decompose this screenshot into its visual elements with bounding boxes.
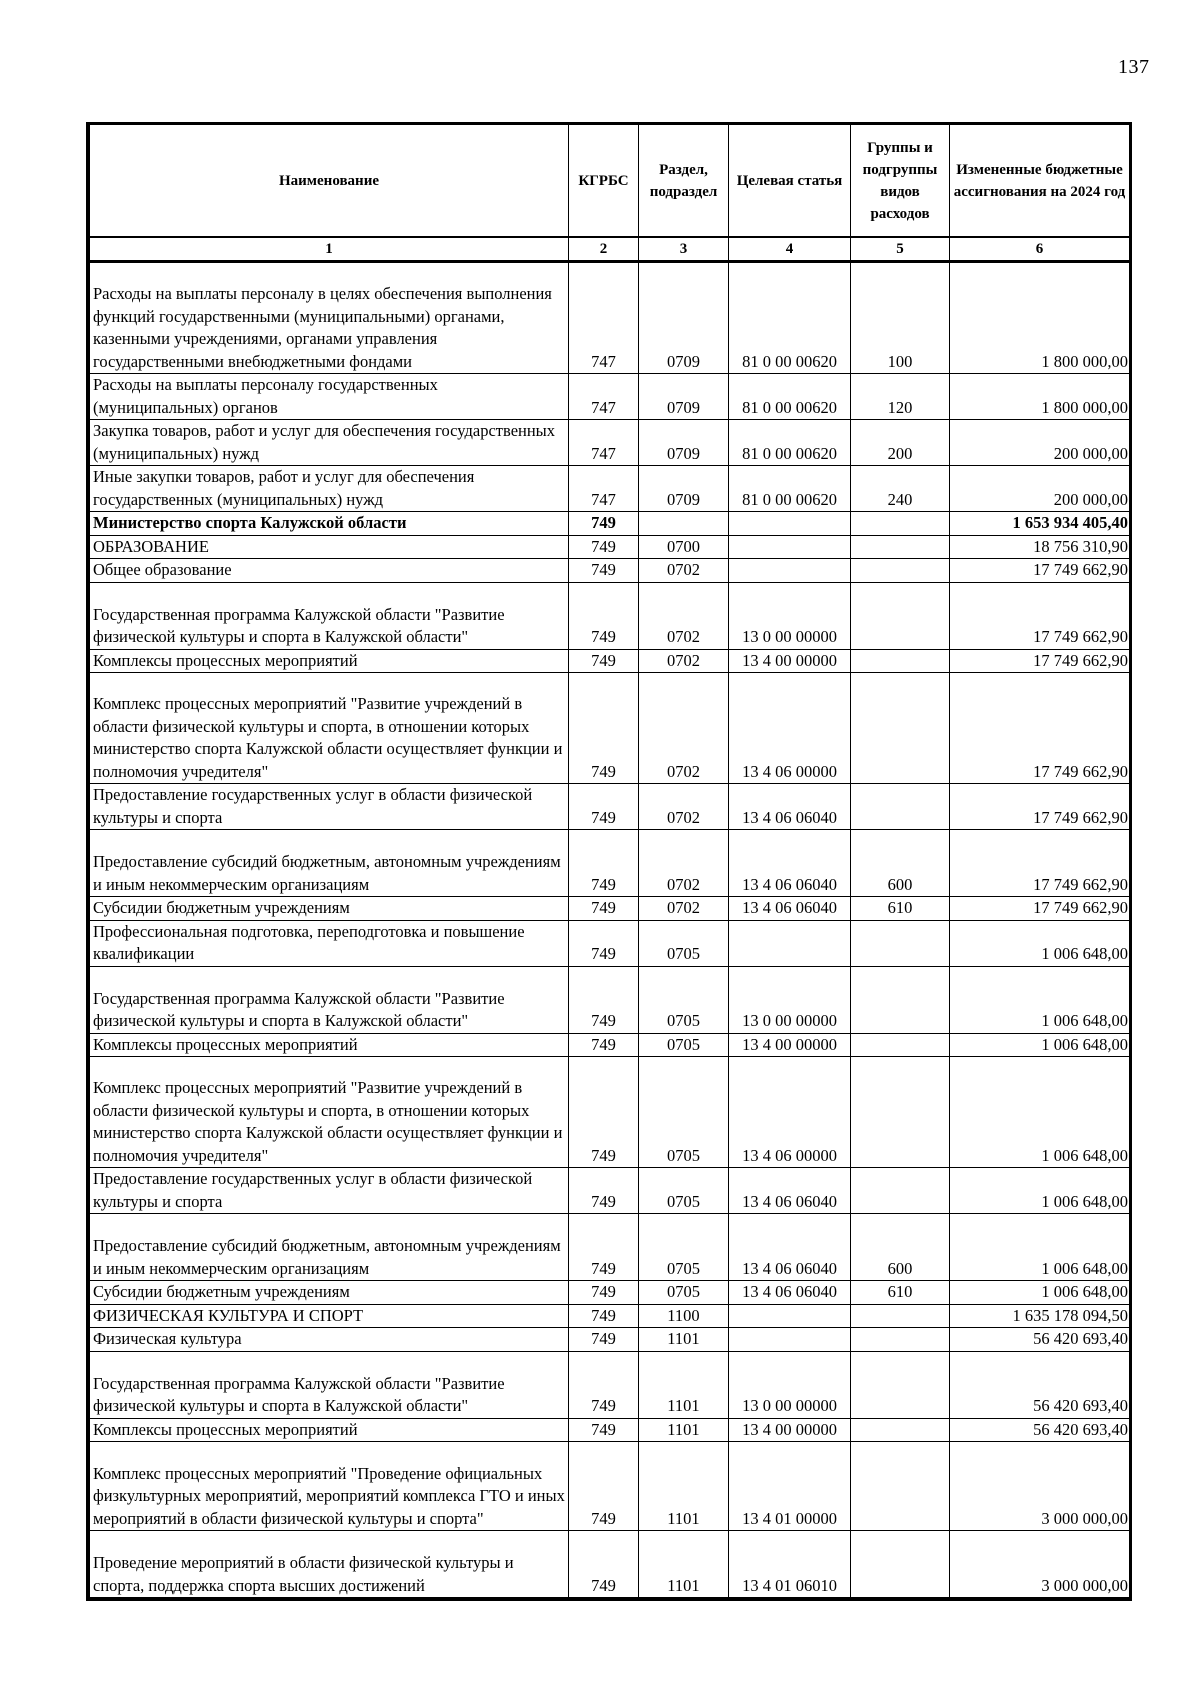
row-name: Предоставление субсидий бюджетным, автономным учреждениям и иным некоммерческим организациям (90, 830, 569, 897)
row-kgrbs: 749 (569, 1531, 639, 1598)
column-number-5: 5 (851, 237, 950, 262)
row-name: Предоставление государственных услуг в области физической культуры и спорта (90, 1168, 569, 1214)
row-expense-group (851, 1442, 950, 1531)
row-razdel: 1100 (639, 1304, 729, 1328)
table-row (90, 1531, 1130, 1598)
row-name: Проведение мероприятий в области физической культуры и спорта, поддержка спорта высших достижений (90, 1531, 569, 1598)
row-target-article: 13 4 00 00000 (729, 1033, 851, 1057)
row-expense-group (851, 1418, 950, 1442)
table-row (90, 1418, 1130, 1442)
row-kgrbs: 747 (569, 374, 639, 420)
row-target-article: 13 4 06 06040 (729, 1168, 851, 1214)
column-number-3: 3 (639, 237, 729, 262)
row-razdel: 1101 (639, 1418, 729, 1442)
row-target-article (729, 920, 851, 966)
row-amount: 17 749 662,90 (950, 582, 1130, 649)
row-kgrbs: 749 (569, 784, 639, 830)
table-row (90, 1168, 1130, 1214)
row-razdel: 0702 (639, 582, 729, 649)
row-name: Субсидии бюджетным учреждениям (90, 1281, 569, 1305)
row-kgrbs: 749 (569, 559, 639, 583)
row-razdel: 0702 (639, 673, 729, 784)
row-name: Расходы на выплаты персоналу в целях обеспечения выполнения функций государственными (муниципальными) органами, казенными учреждениями, органами управления государственными внебюджетными фондами (90, 262, 569, 374)
row-target-article: 81 0 00 00620 (729, 420, 851, 466)
row-kgrbs: 749 (569, 830, 639, 897)
row-kgrbs: 749 (569, 1442, 639, 1531)
row-target-article: 13 4 06 06040 (729, 1214, 851, 1281)
row-kgrbs: 749 (569, 1214, 639, 1281)
table-row (90, 920, 1130, 966)
row-expense-group (851, 673, 950, 784)
table-row (90, 649, 1130, 673)
row-expense-group (851, 1168, 950, 1214)
table-row (90, 262, 1130, 374)
row-razdel: 0705 (639, 1168, 729, 1214)
row-amount: 3 000 000,00 (950, 1442, 1130, 1531)
row-name: Иные закупки товаров, работ и услуг для обеспечения государственных (муниципальных) нужд (90, 466, 569, 512)
row-razdel: 1101 (639, 1442, 729, 1531)
row-razdel: 0702 (639, 897, 729, 921)
row-kgrbs: 749 (569, 673, 639, 784)
row-amount: 1 653 934 405,40 (950, 512, 1130, 536)
row-name: Комплекс процессных мероприятий "Развитие учреждений в области физической культуры и спорта, в отношении которых министерство спорта Калужской области осуществляет функции и полномочия учредителя" (90, 673, 569, 784)
row-kgrbs: 747 (569, 262, 639, 374)
row-target-article: 13 4 06 06040 (729, 784, 851, 830)
column-number-6: 6 (950, 237, 1130, 262)
row-expense-group (851, 1304, 950, 1328)
row-amount: 1 006 648,00 (950, 1168, 1130, 1214)
row-target-article (729, 512, 851, 536)
page-number: 137 (1118, 56, 1150, 78)
row-amount: 17 749 662,90 (950, 673, 1130, 784)
row-razdel: 0705 (639, 920, 729, 966)
row-amount: 1 800 000,00 (950, 262, 1130, 374)
row-amount: 1 635 178 094,50 (950, 1304, 1130, 1328)
table-row (90, 1214, 1130, 1281)
row-target-article: 13 4 06 00000 (729, 1057, 851, 1168)
row-expense-group (851, 784, 950, 830)
row-expense-group: 200 (851, 420, 950, 466)
row-expense-group (851, 1531, 950, 1598)
row-razdel: 1101 (639, 1531, 729, 1598)
row-name: Субсидии бюджетным учреждениям (90, 897, 569, 921)
row-name: Закупка товаров, работ и услуг для обеспечения государственных (муниципальных) нужд (90, 420, 569, 466)
table-row (90, 1033, 1130, 1057)
row-razdel (639, 512, 729, 536)
row-razdel: 0709 (639, 466, 729, 512)
row-name: Комплексы процессных мероприятий (90, 1033, 569, 1057)
row-amount: 200 000,00 (950, 466, 1130, 512)
row-amount: 1 006 648,00 (950, 1214, 1130, 1281)
row-target-article: 13 0 00 00000 (729, 582, 851, 649)
row-name: Профессиональная подготовка, переподготовка и повышение квалификации (90, 920, 569, 966)
row-expense-group (851, 559, 950, 583)
row-expense-group: 610 (851, 1281, 950, 1305)
table-row (90, 420, 1130, 466)
row-name: Предоставление государственных услуг в области физической культуры и спорта (90, 784, 569, 830)
table-row (90, 535, 1130, 559)
row-expense-group (851, 1033, 950, 1057)
row-expense-group: 610 (851, 897, 950, 921)
row-razdel: 0700 (639, 535, 729, 559)
row-target-article: 13 4 00 00000 (729, 649, 851, 673)
row-razdel: 0705 (639, 1281, 729, 1305)
row-razdel: 0702 (639, 830, 729, 897)
row-razdel: 0705 (639, 1033, 729, 1057)
row-kgrbs: 749 (569, 1168, 639, 1214)
row-razdel: 0709 (639, 262, 729, 374)
table-row (90, 897, 1130, 921)
table-row (90, 1281, 1130, 1305)
row-kgrbs: 749 (569, 1328, 639, 1352)
row-target-article: 13 4 06 06040 (729, 830, 851, 897)
row-name: Предоставление субсидий бюджетным, автономным учреждениям и иным некоммерческим организациям (90, 1214, 569, 1281)
row-razdel: 1101 (639, 1328, 729, 1352)
row-name: Министерство спорта Калужской области (90, 512, 569, 536)
table-row (90, 784, 1130, 830)
row-target-article: 81 0 00 00620 (729, 374, 851, 420)
table-row (90, 559, 1130, 583)
table-row (90, 582, 1130, 649)
row-razdel: 0702 (639, 649, 729, 673)
row-amount: 17 749 662,90 (950, 559, 1130, 583)
row-name: ОБРАЗОВАНИЕ (90, 535, 569, 559)
row-expense-group (851, 535, 950, 559)
row-amount: 17 749 662,90 (950, 897, 1130, 921)
row-kgrbs: 749 (569, 649, 639, 673)
row-target-article (729, 559, 851, 583)
row-amount: 3 000 000,00 (950, 1531, 1130, 1598)
header-expense-groups: Группы и подгруппы видов расходов (851, 125, 950, 237)
row-target-article: 81 0 00 00620 (729, 262, 851, 374)
row-amount: 1 800 000,00 (950, 374, 1130, 420)
header-target-article: Целевая статья (729, 125, 851, 237)
header-razdel: Раздел, подраздел (639, 125, 729, 237)
row-target-article: 13 0 00 00000 (729, 1351, 851, 1418)
row-amount: 1 006 648,00 (950, 966, 1130, 1033)
row-amount: 56 420 693,40 (950, 1351, 1130, 1418)
row-kgrbs: 747 (569, 466, 639, 512)
row-razdel: 0705 (639, 1214, 729, 1281)
row-expense-group (851, 1328, 950, 1352)
row-amount: 18 756 310,90 (950, 535, 1130, 559)
row-amount: 56 420 693,40 (950, 1328, 1130, 1352)
row-name: ФИЗИЧЕСКАЯ КУЛЬТУРА И СПОРТ (90, 1304, 569, 1328)
table-row (90, 1328, 1130, 1352)
row-kgrbs: 749 (569, 920, 639, 966)
row-name: Общее образование (90, 559, 569, 583)
row-razdel: 0702 (639, 784, 729, 830)
row-razdel: 0709 (639, 374, 729, 420)
table-row (90, 1442, 1130, 1531)
row-kgrbs: 749 (569, 1057, 639, 1168)
row-expense-group (851, 1057, 950, 1168)
row-target-article: 13 4 06 00000 (729, 673, 851, 784)
row-expense-group (851, 512, 950, 536)
row-name: Комплекс процессных мероприятий "Проведение официальных физкультурных мероприятий, мероприятий комплекса ГТО и иных мероприятий в области физической культуры и спорта" (90, 1442, 569, 1531)
row-kgrbs: 749 (569, 512, 639, 536)
row-razdel: 1101 (639, 1351, 729, 1418)
table-row (90, 673, 1130, 784)
row-kgrbs: 749 (569, 1304, 639, 1328)
table-row (90, 512, 1130, 536)
row-kgrbs: 749 (569, 1281, 639, 1305)
row-kgrbs: 749 (569, 1351, 639, 1418)
row-target-article (729, 535, 851, 559)
row-expense-group: 600 (851, 1214, 950, 1281)
column-number-2: 2 (569, 237, 639, 262)
row-amount: 56 420 693,40 (950, 1418, 1130, 1442)
row-razdel: 0705 (639, 966, 729, 1033)
column-number-1: 1 (90, 237, 569, 262)
row-amount: 1 006 648,00 (950, 920, 1130, 966)
table-row (90, 1057, 1130, 1168)
row-name: Государственная программа Калужской области "Развитие физической культуры и спорта в Калужской области" (90, 966, 569, 1033)
row-name: Физическая культура (90, 1328, 569, 1352)
row-amount: 1 006 648,00 (950, 1281, 1130, 1305)
row-expense-group (851, 966, 950, 1033)
row-amount: 17 749 662,90 (950, 649, 1130, 673)
row-name: Государственная программа Калужской области "Развитие физической культуры и спорта в Калужской области" (90, 582, 569, 649)
row-name: Комплексы процессных мероприятий (90, 649, 569, 673)
table-row (90, 966, 1130, 1033)
table-row (90, 830, 1130, 897)
row-target-article: 13 4 06 06040 (729, 1281, 851, 1305)
row-expense-group (851, 920, 950, 966)
row-kgrbs: 749 (569, 535, 639, 559)
row-expense-group (851, 649, 950, 673)
budget-table (86, 122, 1132, 1601)
row-kgrbs: 749 (569, 582, 639, 649)
row-name: Государственная программа Калужской области "Развитие физической культуры и спорта в Калужской области" (90, 1351, 569, 1418)
table-row (90, 1304, 1130, 1328)
row-expense-group: 240 (851, 466, 950, 512)
row-expense-group: 100 (851, 262, 950, 374)
row-expense-group: 600 (851, 830, 950, 897)
row-kgrbs: 749 (569, 1033, 639, 1057)
row-amount: 1 006 648,00 (950, 1033, 1130, 1057)
row-target-article: 81 0 00 00620 (729, 466, 851, 512)
row-razdel: 0702 (639, 559, 729, 583)
row-expense-group: 120 (851, 374, 950, 420)
row-razdel: 0705 (639, 1057, 729, 1168)
header-kgrbs: КГРБС (569, 125, 639, 237)
row-expense-group (851, 1351, 950, 1418)
row-name: Комплексы процессных мероприятий (90, 1418, 569, 1442)
header-name: Наименование (90, 125, 569, 237)
row-name: Комплекс процессных мероприятий "Развитие учреждений в области физической культуры и спорта, в отношении которых министерство спорта Калужской области осуществляет функции и полномочия учредителя" (90, 1057, 569, 1168)
row-razdel: 0709 (639, 420, 729, 466)
row-target-article: 13 4 01 00000 (729, 1442, 851, 1531)
row-target-article: 13 0 00 00000 (729, 966, 851, 1033)
row-kgrbs: 749 (569, 897, 639, 921)
row-amount: 17 749 662,90 (950, 830, 1130, 897)
row-amount: 17 749 662,90 (950, 784, 1130, 830)
column-number-4: 4 (729, 237, 851, 262)
row-expense-group (851, 582, 950, 649)
table-row (90, 374, 1130, 420)
row-name: Расходы на выплаты персоналу государственных (муниципальных) органов (90, 374, 569, 420)
row-target-article: 13 4 00 00000 (729, 1418, 851, 1442)
row-kgrbs: 747 (569, 420, 639, 466)
row-target-article: 13 4 01 06010 (729, 1531, 851, 1598)
row-target-article: 13 4 06 06040 (729, 897, 851, 921)
row-amount: 1 006 648,00 (950, 1057, 1130, 1168)
table-row (90, 1351, 1130, 1418)
table-row (90, 466, 1130, 512)
table-column-numbers-row (90, 237, 1130, 262)
row-kgrbs: 749 (569, 966, 639, 1033)
table-header-row (90, 125, 1130, 237)
row-target-article (729, 1304, 851, 1328)
row-kgrbs: 749 (569, 1418, 639, 1442)
row-target-article (729, 1328, 851, 1352)
row-amount: 200 000,00 (950, 420, 1130, 466)
header-allocations: Измененные бюджетные ассигнования на 2024 год (950, 125, 1130, 237)
